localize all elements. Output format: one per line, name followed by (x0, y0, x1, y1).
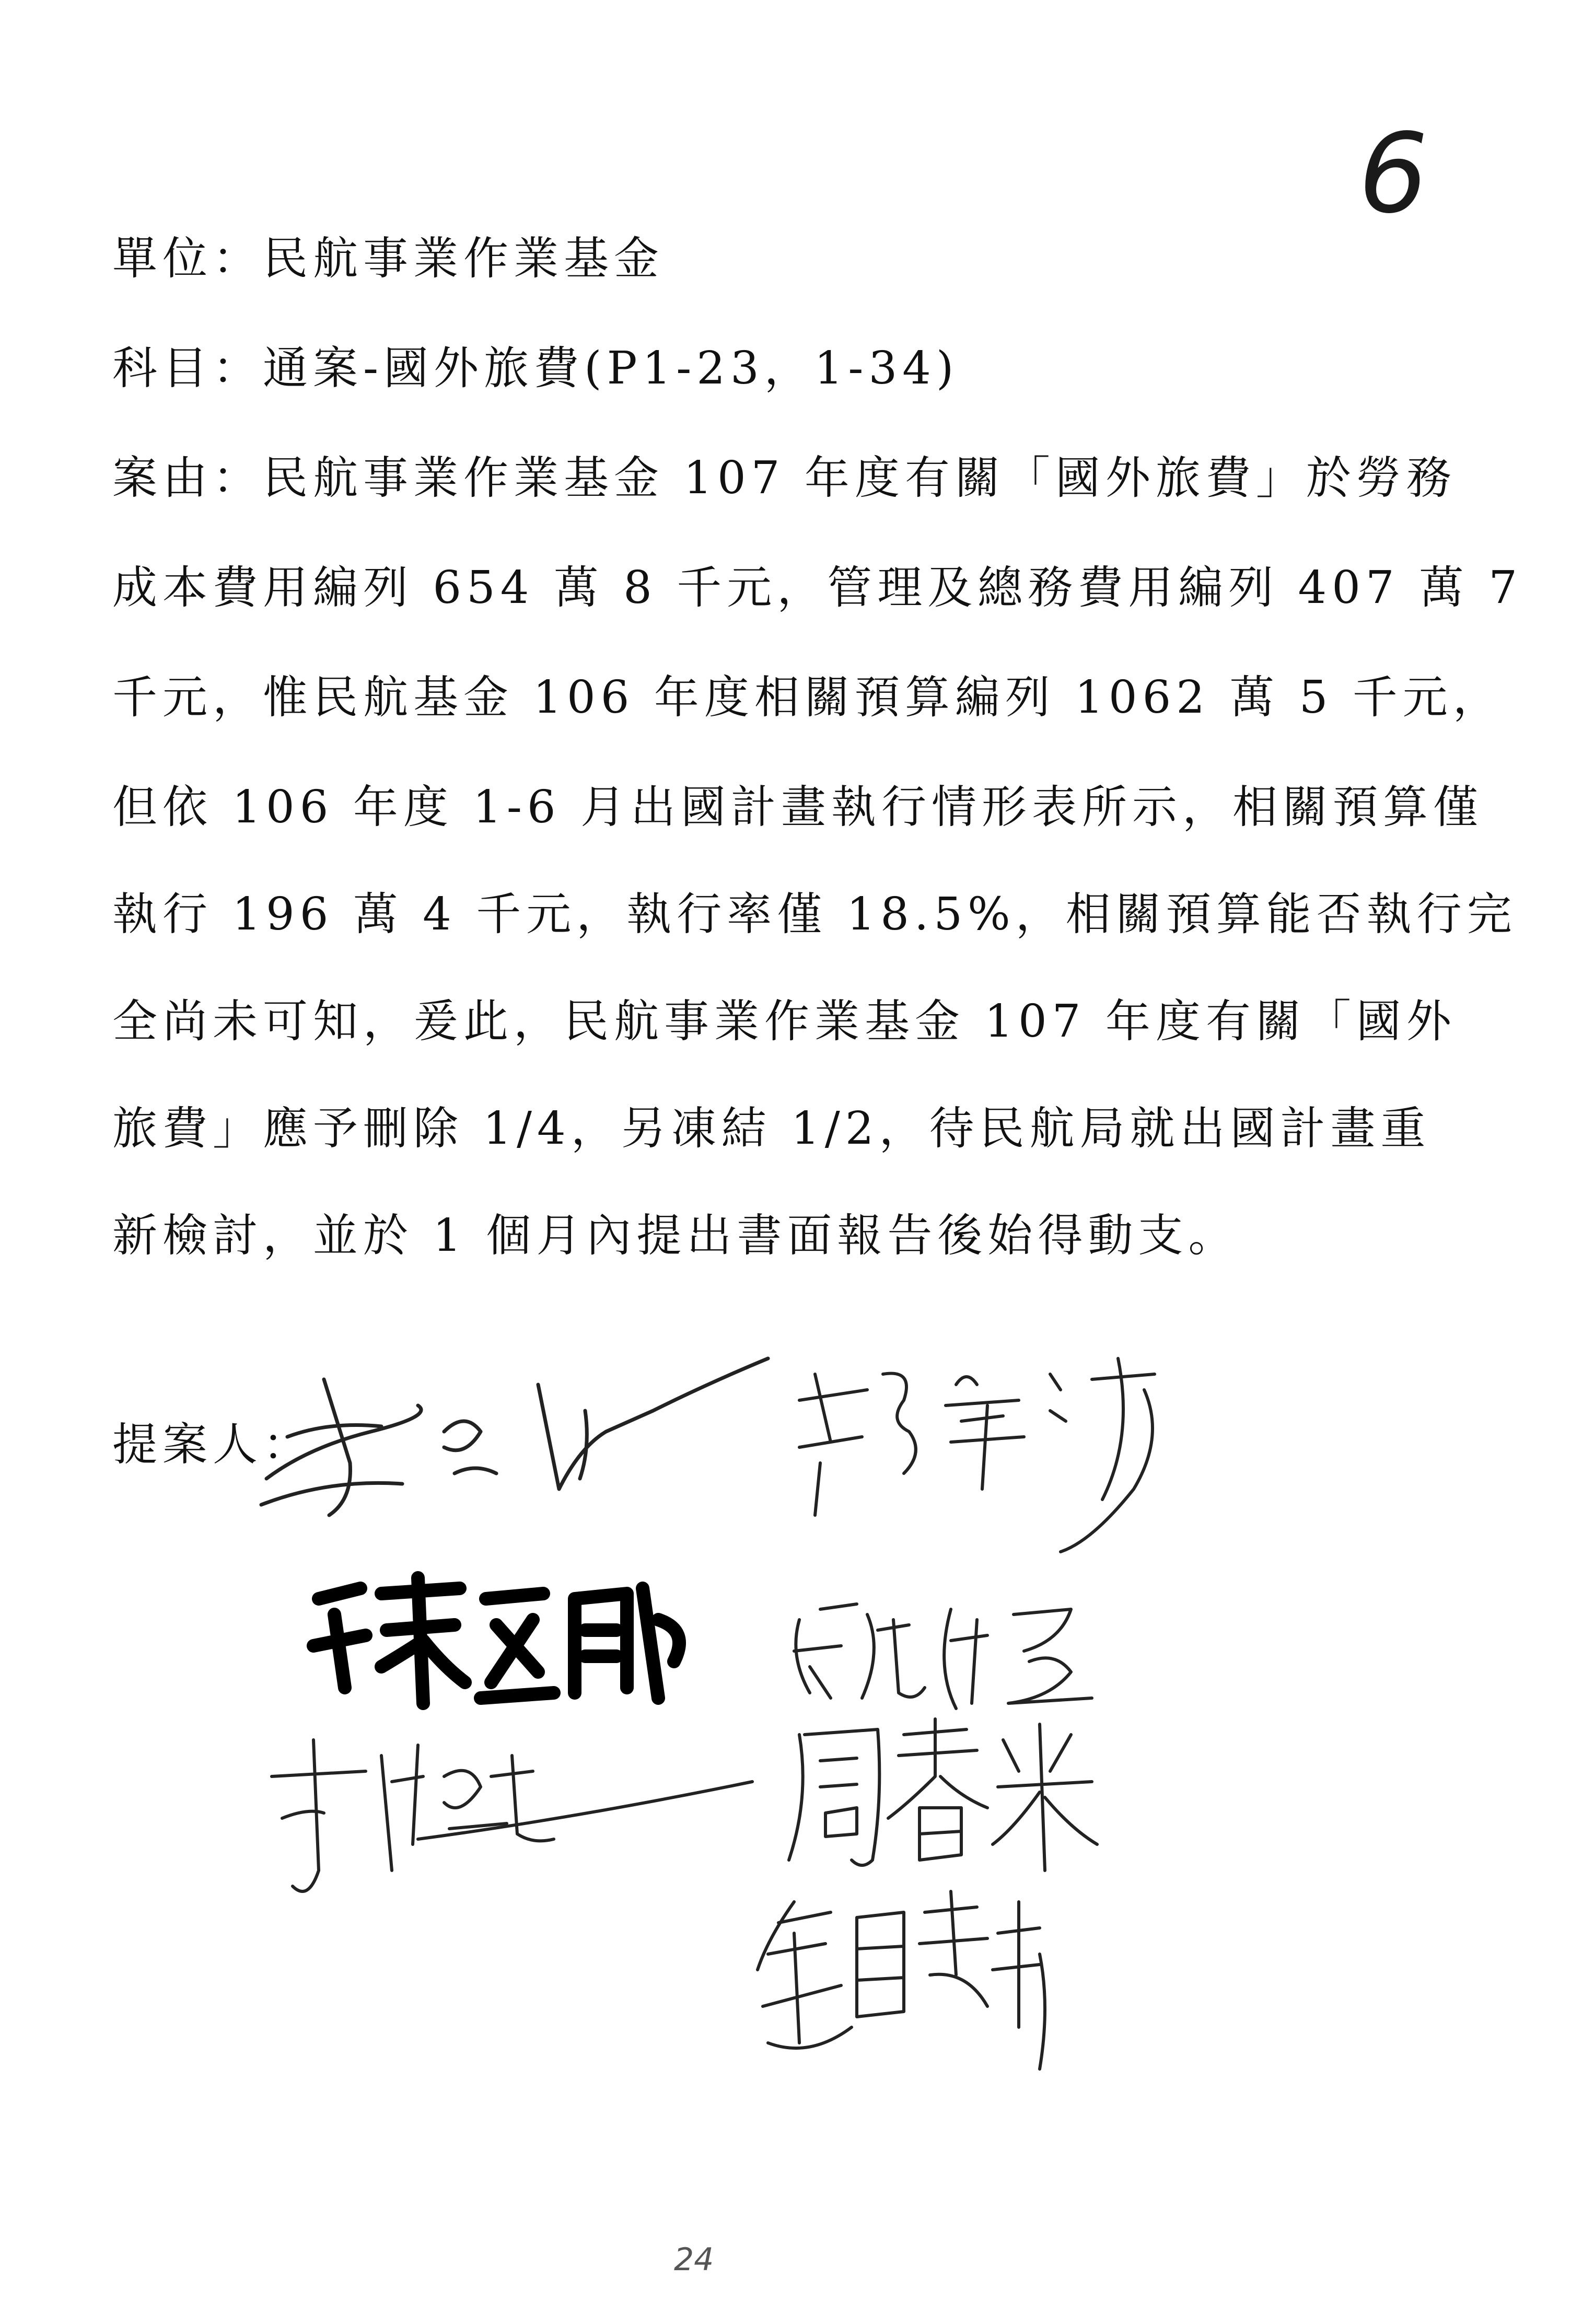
signature-4 (778, 1588, 1113, 1719)
case-text: 新檢討，並於 1 個月內提出書面報告後始得動支。 (112, 1210, 1239, 1262)
signature-3 (303, 1567, 711, 1719)
signature-7 (747, 1870, 1050, 2090)
subject-label: 科目： (112, 342, 263, 394)
unit-label: 單位： (112, 233, 263, 285)
case-text: 全尚未可知，爰此，民航事業作業基金 107 年度有關「國外 (112, 995, 1457, 1048)
page-number: 6 (1358, 110, 1428, 238)
case-line-5 (112, 888, 1517, 940)
signature-5 (261, 1714, 763, 1923)
case-line-2 (112, 562, 1522, 614)
subject-line (112, 342, 959, 394)
footer-page-number: 24 (674, 2241, 714, 2278)
case-text: 成本費用編列 654 萬 8 千元，管理及總務費用編列 407 萬 7 (112, 562, 1523, 614)
case-text: 但依 106 年度 1-6 月出國計畫執行情形表所示，相關預算僅 (112, 781, 1483, 833)
signature-6 (778, 1703, 1102, 1876)
proposer-label: 提案人： (112, 1419, 313, 1471)
case-line-7 (112, 1102, 1431, 1155)
case-label: 案由： (112, 452, 263, 504)
unit-line (112, 233, 664, 285)
case-line-3 (112, 671, 1503, 724)
case-line-4 (112, 781, 1483, 833)
case-text: 旅費」應予刪除 1/4，另凍結 1/2，待民航局就出國計畫重 (112, 1102, 1431, 1155)
case-text: 千元，惟民航基金 106 年度相關預算編列 1062 萬 5 千元， (112, 671, 1503, 724)
unit-value: 民航事業作業基金 (263, 233, 664, 285)
signature-2 (778, 1343, 1186, 1562)
case-line-6 (112, 995, 1457, 1048)
case-line-8 (112, 1210, 1238, 1262)
signature-1 (246, 1343, 789, 1541)
subject-value: 通案-國外旅費(P1-23，1-34) (263, 342, 959, 394)
case-text: 執行 196 萬 4 千元，執行率僅 18.5%，相關預算能否執行完 (112, 888, 1517, 940)
case-line-1 (112, 452, 1457, 504)
case-text: 民航事業作業基金 107 年度有關「國外旅費」於勞務 (263, 452, 1457, 504)
